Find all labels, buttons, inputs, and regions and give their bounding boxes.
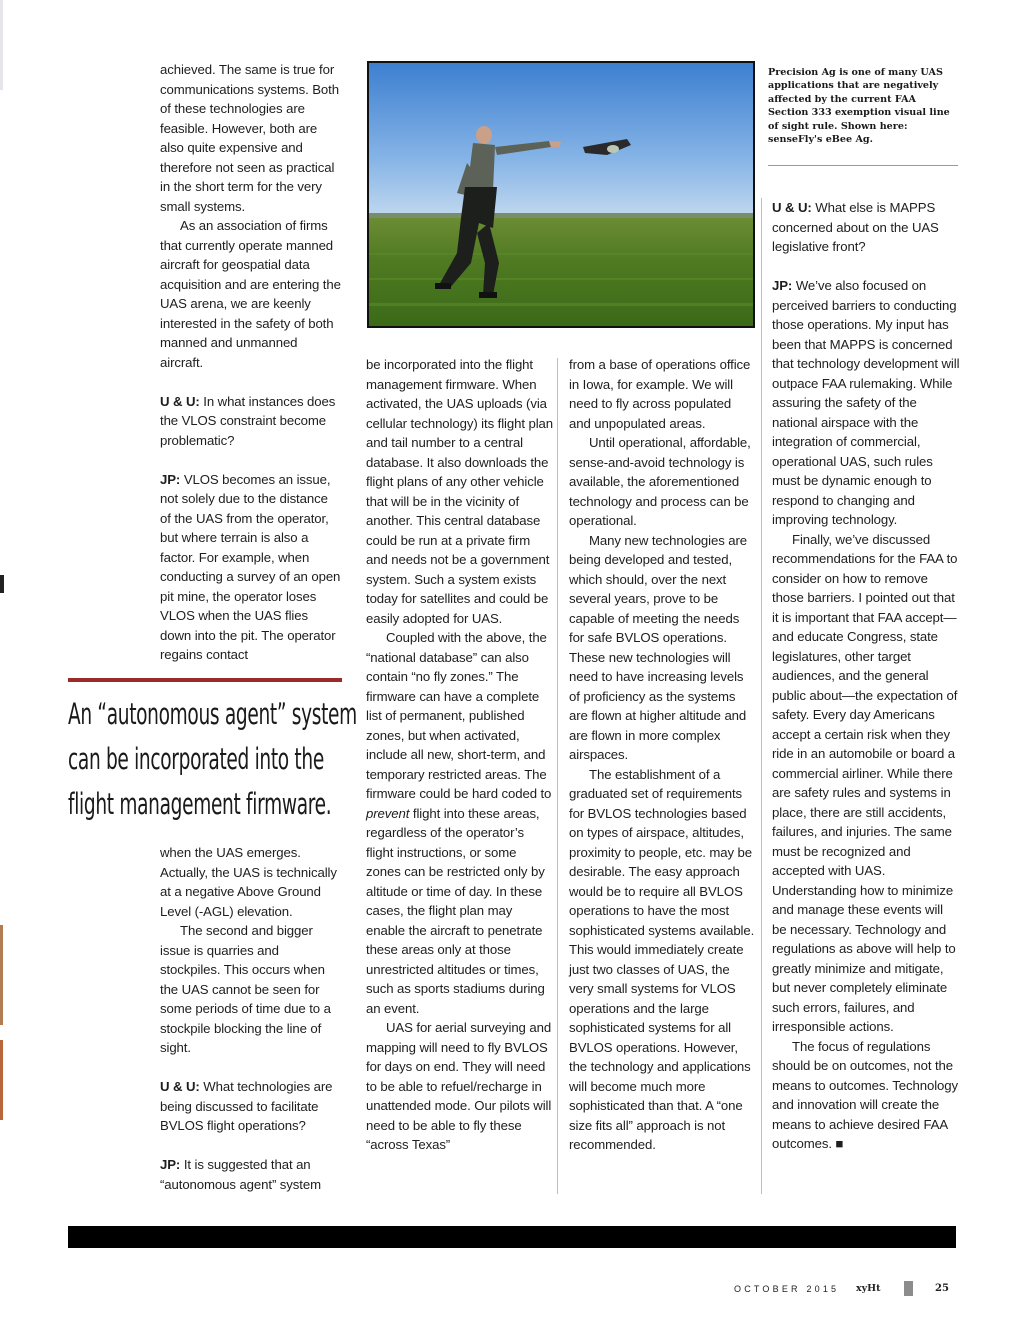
page-edge-mark (0, 1040, 3, 1120)
drone-launch-photo (369, 63, 753, 326)
paragraph: achieved. The same is true for communications systems. Both of these technologies are feasible. However, both are also quite expensive and therefore not seen as practical in the short term for the very small systems. (160, 62, 339, 214)
issue-date: OCTOBER 2015 (734, 1284, 840, 1294)
column-divider (557, 358, 558, 1194)
question (772, 198, 960, 257)
pullquote (68, 692, 357, 827)
question (160, 1077, 342, 1136)
folio-block (904, 1281, 913, 1296)
paragraph: As an association of firms that currently operate manned aircraft for geospatial data acquisition and are entering the UAS arena, we are keenly interested in the safety of both manned and unmanned aircraft. (160, 218, 341, 370)
page-number: 25 (935, 1283, 949, 1294)
respondent-label: JP: (160, 1157, 181, 1172)
column-2 (366, 355, 554, 1155)
question (160, 392, 342, 451)
paragraph (772, 1037, 960, 1154)
pullquote-rule (68, 678, 342, 682)
column-1-top (160, 60, 342, 665)
answer (160, 1155, 342, 1194)
paragraph-text: flight into these areas, regardless of the operator’s flight instructions, or some zones can be restricted only by altitude or time of day. In these cases, the flight plan may enable the aircraft to penetrate these areas only at those unrestricted altitudes or times, such as sports stadiums during an event. (366, 805, 545, 1016)
caption-rule (768, 165, 958, 166)
photo-caption: Precision Ag is one of many UAS applications that are negatively affected by the current FAA Section 333 exemption visual line of sight rule. Shown here: senseFly's eBee Ag. (768, 67, 950, 146)
paragraph-text: The focus of regulations should be on outcomes, not the means to outcomes. Technology and innovation will create the means to achieve desired FAA outcomes. (772, 1038, 958, 1151)
page-edge-mark (0, 0, 3, 90)
page-edge-mark (0, 575, 4, 593)
paragraph: UAS for aerial surveying and mapping will need to fly BVLOS for days on end. They will need to be able to refuel/recharge in unattended mode. Our pilots will need to be able to fly these “across Texas” (366, 1020, 552, 1152)
column-1-bottom (160, 843, 342, 1194)
question-text: What else is MAPPS concerned about on the UAS legislative front? (772, 200, 939, 254)
paragraph: The establishment of a graduated set of requirements for BVLOS technologies based on types of airspace, altitudes, proximity to people, etc. may be desirable. The easy approach would be to require all BVLOS operations to have the most sophisticated systems available. This would immediately create just two classes of UAS, the very small systems for VLOS operations and the large sophisticated systems for all BVLOS operations. However, the technology and applications will become much more sophisticated than that. A “one size fits all” approach is not recommended. (569, 766, 755, 1152)
paragraph (366, 628, 554, 1018)
answer-text: It is suggested that an “autonomous agent” system (160, 1157, 321, 1192)
footer-bar (68, 1226, 956, 1248)
respondent-label: JP: (160, 471, 181, 487)
paragraph: The second and bigger issue is quarries and stockpiles. This occurs when the UAS cannot be seen for some periods of time due to a stockpile blocking the line of sight. (160, 923, 331, 1055)
paragraph: when the UAS emerges. Actually, the UAS is technically at a negative Above Ground Level (-AGL) elevation. (160, 845, 337, 919)
respondent-label: JP: (772, 278, 793, 293)
pullquote-line: flight management firmware. (68, 787, 332, 821)
column-4 (772, 198, 960, 1154)
end-mark-icon: ■ (835, 1136, 844, 1151)
paragraph: be incorporated into the flight management firmware. When activated, the UAS uploads (via cellular technology) its flight plan and tail number to a central database. It also downloads the flight plans of any other vehicle that will be in the vicinity of another. This central database could be run at a private firm and needs not be a government system. Such a system exists today for satellites and could be easily adopted for UAS. (366, 357, 553, 626)
column-3 (569, 355, 755, 1155)
answer-text: VLOS becomes an issue, not solely due to the distance of the UAS from the operator, but where terrain is also a factor. For example, when conducting a survey of an open pit mine, the operator loses VLOS when the UAS flies down into the pit. The operator regains contact (160, 471, 341, 662)
article-photo (367, 61, 755, 328)
paragraph: from a base of operations office in Iowa, for example. We will need to fly across populated and unpopulated areas. (569, 357, 751, 431)
interviewer-label: U & U: (772, 200, 812, 215)
answer (160, 470, 342, 665)
paragraph: Many new technologies are being developed and tested, which should, over the next several years, prove to be capable of meeting the needs for safe BVLOS operations. These new technologies will need to have increasing levels of proficiency as the systems are flown at higher altitude and are flown in more complex airspaces. (569, 532, 748, 762)
pullquote-line: can be incorporated into the (68, 742, 324, 776)
pullquote-line: An “autonomous agent” system (68, 697, 357, 731)
question-text: What technologies are being discussed to facilitate BVLOS flight operations? (160, 1079, 333, 1133)
page-edge-mark (0, 925, 3, 1025)
emphasis: prevent (366, 805, 410, 821)
paragraph-text: Coupled with the above, the “national database” can also contain “no fly zones.” The firmware can have a complete list of permanent, published zones, but when activated, include all new, short-term, and temporary restricted areas. The firmware could be hard coded to (366, 630, 552, 801)
question-text: In what instances does the VLOS constraint become problematic? (160, 393, 336, 448)
answer-text: We’ve also focused on perceived barriers to conducting those operations. My input has been that MAPPS is concerned that technology development will outpace FAA rulemaking. While assuring the safety of the national airspace with the integration of commercial, operational UAS, such rules must be dynamic enough to respond to changing and improving technology. (772, 278, 960, 527)
column-divider (761, 198, 762, 1194)
interviewer-label: U & U: (160, 1079, 200, 1094)
folio (734, 1283, 956, 1297)
interviewer-label: U & U: (160, 393, 200, 409)
answer (772, 276, 960, 530)
paragraph: Finally, we’ve discussed recommendations for the FAA to consider on how to remove those barriers. I pointed out that it is important that FAA accept—and educate Congress, state legislatures, other target audiences, and the general public about—the expectation of safety. Every day Americans accept a certain risk when they ride in an automobile or board a commercial airliner. While there are safety rules and systems in place, there are still accidents, failures, and injuries. The same must be recognized and accepted with UAS. Understanding how to minimize and manage these events will be necessary. Technology and regulations as above will help to greatly minimize and mitigate, but never completely eliminate such errors, failures, and irresponsible actions. (772, 531, 958, 1034)
publication-name: xyHt (856, 1283, 881, 1294)
paragraph: Until operational, affordable, sense-and-avoid technology is available, the aforementioned technology and process can be operational. (569, 435, 751, 528)
